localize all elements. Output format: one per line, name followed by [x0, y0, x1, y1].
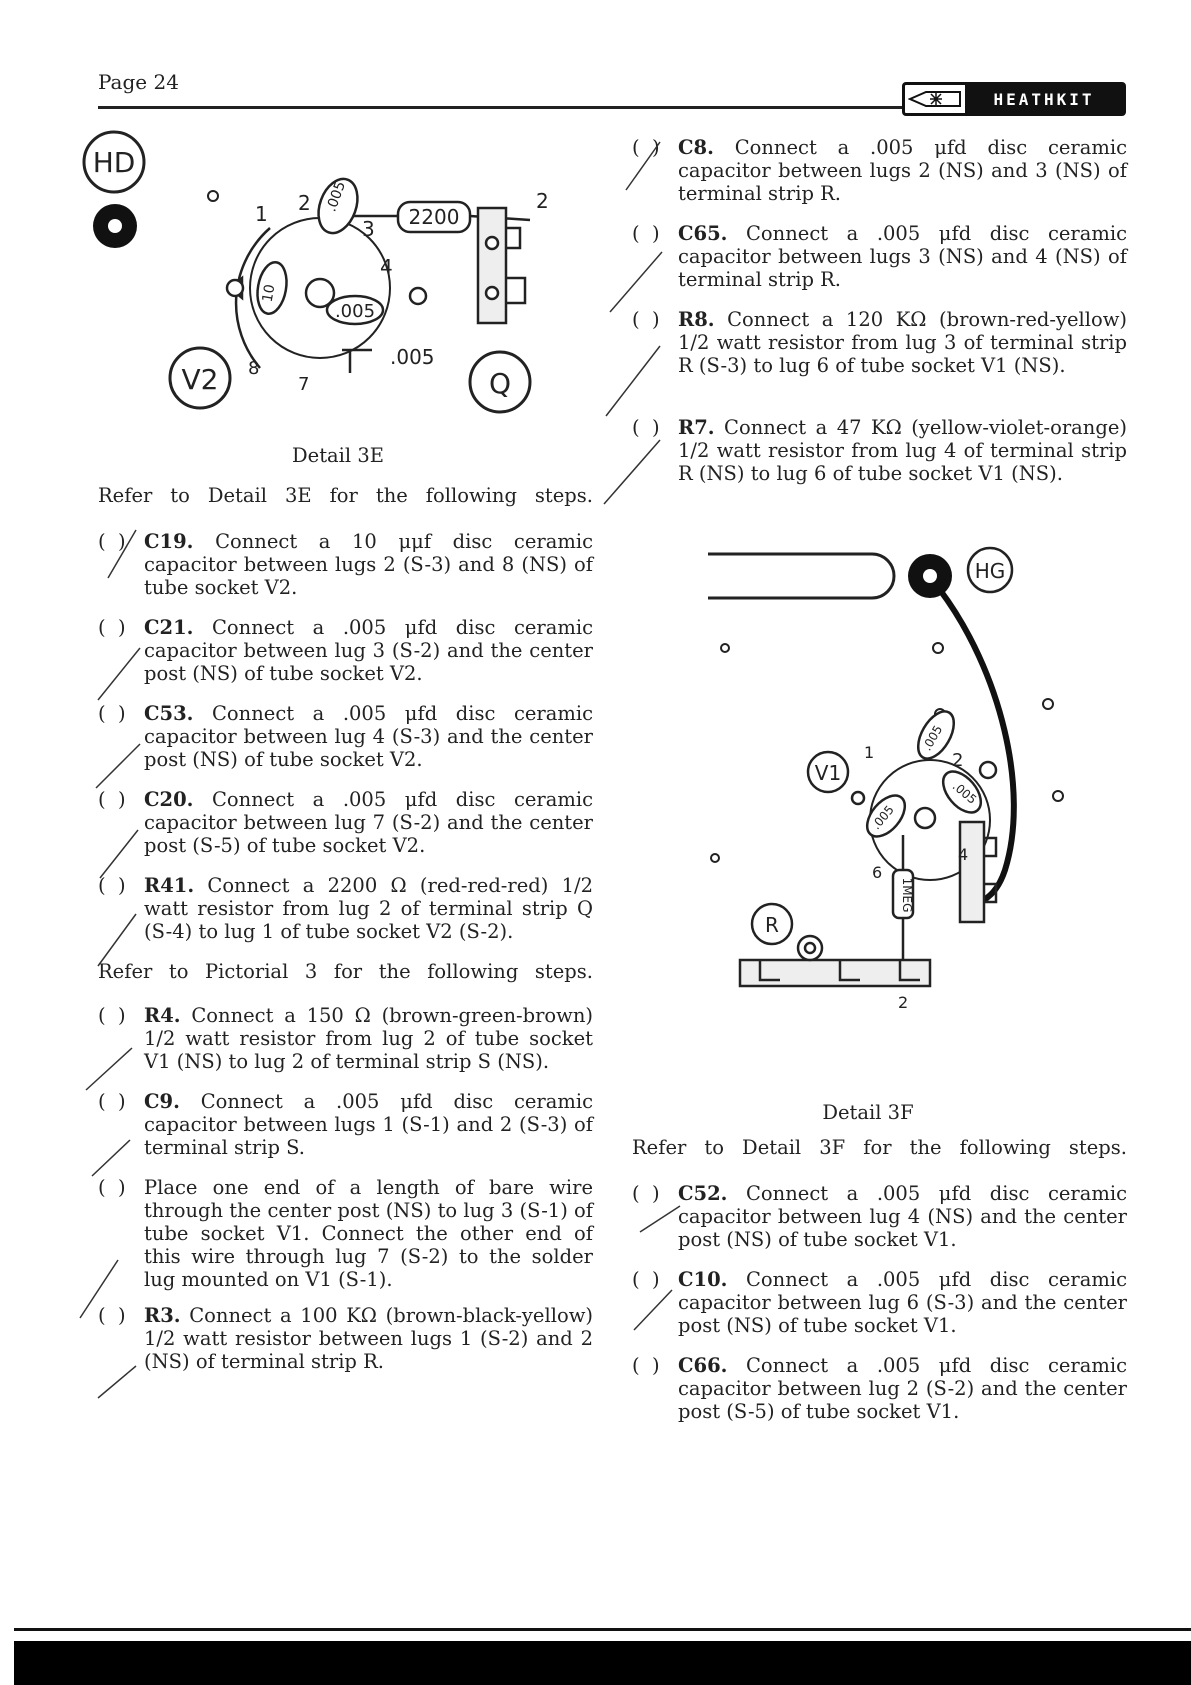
- step-c53: ( ) C53. Connect a .005 μfd disc ceramic capacitor between lug 4 (S-3) and the center post (NS) of tube socket V2.: [98, 702, 593, 771]
- step-c21: ( ) C21. Connect a .005 μfd disc ceramic capacitor between lug 3 (S-2) and the center post (NS) of tube socket V2.: [98, 616, 593, 685]
- hg-label: HG: [974, 559, 1006, 583]
- c005c-label: .005: [949, 778, 980, 807]
- step-c20: ( ) C20. Connect a .005 μfd disc ceramic capacitor between lug 7 (S-2) and the center post (S-5) of tube socket V2.: [98, 788, 593, 857]
- logo-wordmark: HEATHKIT: [965, 85, 1123, 113]
- checkbox[interactable]: ( ): [632, 416, 660, 439]
- step-r41: ( ) R41. Connect a 2200 Ω (red-red-red) 1/2 watt resistor from lug 2 of terminal strip Q (S-4) to lug 1 of tube socket V2 (S-2).: [98, 874, 593, 943]
- checkbox[interactable]: ( ): [98, 616, 126, 639]
- lug1-label: 1: [864, 743, 875, 762]
- lug6-label: 6: [872, 863, 883, 882]
- right-intro: Refer to Detail 3F for the following steps.: [632, 1136, 1127, 1159]
- detail-3f-diagram: [640, 540, 1110, 1080]
- lug3-label: 3: [362, 217, 375, 241]
- c005c-label: .005: [390, 345, 435, 369]
- checkbox[interactable]: ( ): [632, 1354, 660, 1377]
- step-c52: ( ) C52. Connect a .005 μfd disc ceramic capacitor between lug 4 (NS) and the center post (NS) of tube socket V1.: [632, 1182, 1127, 1251]
- checkbox[interactable]: ( ): [632, 308, 660, 331]
- mounting-hole-icon: [208, 191, 218, 201]
- step-c65: ( ) C65. Connect a .005 μfd disc ceramic capacitor between lugs 3 (NS) and 4 (NS) of terminal strip R.: [632, 222, 1127, 291]
- left-intro: Refer to Detail 3E for the following steps.: [98, 484, 593, 507]
- checkbox[interactable]: ( ): [632, 222, 660, 245]
- detail-3e-diagram: [80, 128, 580, 428]
- heathkit-logo: [902, 82, 1126, 116]
- lug1-label: 1: [255, 202, 268, 226]
- footer-rule: [14, 1628, 1191, 1631]
- c005a-label: .005: [919, 722, 946, 754]
- checkbox[interactable]: ( ): [98, 874, 126, 897]
- c10-label: 10: [259, 283, 279, 304]
- step-r3: ( ) R3. Connect a 100 KΩ (brown-black-yellow) 1/2 watt resistor between lugs 1 (S-2) and 2 (NS) of terminal strip R.: [98, 1304, 593, 1373]
- checkbox[interactable]: ( ): [98, 788, 126, 811]
- checkbox[interactable]: ( ): [98, 702, 126, 725]
- lug2-label: 2: [298, 191, 311, 215]
- meg-label: 1MEG: [900, 877, 914, 913]
- c005a-label: .005: [323, 179, 350, 215]
- detail-3e-caption: Detail 3E: [292, 444, 384, 467]
- step-c19: ( ) C19. Connect a 10 μμf disc ceramic capacitor between lugs 2 (S-3) and 8 (NS) of tube socket V2.: [98, 530, 593, 599]
- footer-bar: [14, 1641, 1191, 1685]
- step-r7: ( ) R7. Connect a 47 KΩ (yellow-violet-orange) 1/2 watt resistor from lug 4 of terminal strip R (NS) to lug 6 of tube socket V1 (NS).: [632, 416, 1127, 485]
- page-number: Page 24: [98, 70, 179, 94]
- lug8-label: 8: [248, 358, 260, 379]
- left-column: [98, 484, 593, 1434]
- v2-label: V2: [181, 363, 219, 396]
- step-c9: ( ) C9. Connect a .005 μfd disc ceramic capacitor between lugs 1 (S-1) and 2 (S-3) of terminal strip S.: [98, 1090, 593, 1159]
- checkbox[interactable]: ( ): [632, 136, 660, 159]
- strip2-label: 2: [536, 189, 549, 213]
- step-c8: ( ) C8. Connect a .005 μfd disc ceramic capacitor between lugs 2 (NS) and 3 (NS) of terminal strip R.: [632, 136, 1127, 205]
- step-bare-wire: ( ) Place one end of a length of bare wire through the center post (NS) to lug 3 (S-1) of tube socket V1. Connect the other end of this wire through lug 7 (S-2) to the solder lug mounted on V1 (S-1).: [98, 1176, 593, 1291]
- detail-3f-caption: Detail 3F: [822, 1101, 914, 1124]
- strip2-label: 2: [898, 993, 909, 1012]
- checkbox[interactable]: ( ): [98, 530, 126, 553]
- checkbox[interactable]: ( ): [632, 1268, 660, 1291]
- right-column-lower: [632, 1136, 1127, 1436]
- left-intro-2: Refer to Pictorial 3 for the following steps.: [98, 960, 593, 983]
- logo-mark-icon: [905, 85, 965, 113]
- lug4-label: 4: [958, 845, 969, 864]
- checkbox[interactable]: ( ): [98, 1004, 126, 1027]
- lug7-label: 7: [298, 374, 310, 395]
- r2200-label: 2200: [408, 205, 460, 229]
- step-r4: ( ) R4. Connect a 150 Ω (brown-green-brown) 1/2 watt resistor from lug 2 of tube socket V1 (NS) to lug 2 of terminal strip S (NS).: [98, 1004, 593, 1073]
- c005b-label: .005: [334, 301, 376, 322]
- checkbox[interactable]: ( ): [632, 1182, 660, 1205]
- q-label: Q: [488, 367, 512, 400]
- hd-label: HD: [92, 146, 136, 179]
- v1-label: V1: [814, 761, 842, 785]
- step-c10: ( ) C10. Connect a .005 μfd disc ceramic capacitor between lug 6 (S-3) and the center post (NS) of tube socket V1.: [632, 1268, 1127, 1337]
- step-r8: ( ) R8. Connect a 120 KΩ (brown-red-yellow) 1/2 watt resistor from lug 3 of terminal strip R (S-3) to lug 6 of tube socket V1 (NS).: [632, 308, 1127, 377]
- checkbox[interactable]: ( ): [98, 1304, 126, 1327]
- checkbox[interactable]: ( ): [98, 1176, 126, 1199]
- checkbox[interactable]: ( ): [98, 1090, 126, 1113]
- r-label: R: [765, 913, 779, 937]
- c005b-label: .005: [868, 802, 897, 833]
- lug2-label: 2: [952, 750, 964, 771]
- step-c66: ( ) C66. Connect a .005 μfd disc ceramic capacitor between lug 2 (S-2) and the center post (S-5) of tube socket V1.: [632, 1354, 1127, 1423]
- lug4-label: 4: [380, 255, 393, 279]
